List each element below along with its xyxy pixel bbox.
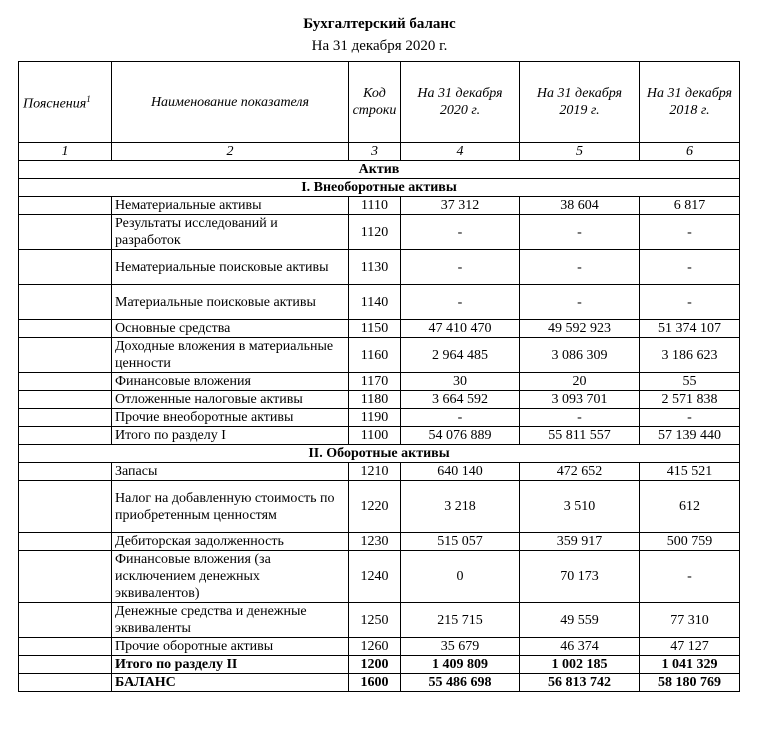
section1-row bbox=[19, 179, 740, 197]
value-2019: 359 917 bbox=[520, 533, 640, 551]
value-2019: - bbox=[520, 409, 640, 427]
value-2020: 215 715 bbox=[401, 603, 520, 638]
value-2018: 6 817 bbox=[640, 197, 740, 215]
section2-heading: II. Оборотные активы bbox=[19, 445, 740, 463]
line-code: 1120 bbox=[349, 215, 401, 250]
value-2018: 47 127 bbox=[640, 638, 740, 656]
value-2018: 77 310 bbox=[640, 603, 740, 638]
indicator-name: Денежные средства и денежные эквиваленты bbox=[112, 603, 349, 638]
notes-cell bbox=[19, 638, 112, 656]
value-2019: - bbox=[520, 285, 640, 320]
table-row bbox=[19, 638, 740, 656]
value-2019: 70 173 bbox=[520, 551, 640, 603]
line-code: 1130 bbox=[349, 250, 401, 285]
line-code: 1220 bbox=[349, 481, 401, 533]
value-2019: 3 510 bbox=[520, 481, 640, 533]
value-2019: - bbox=[520, 215, 640, 250]
line-code: 1260 bbox=[349, 638, 401, 656]
value-2018: - bbox=[640, 551, 740, 603]
indicator-name: Запасы bbox=[112, 463, 349, 481]
indicator-name: Доходные вложения в материальные ценности bbox=[112, 338, 349, 373]
value-2018: 58 180 769 bbox=[640, 674, 740, 692]
line-code: 1600 bbox=[349, 674, 401, 692]
table-row bbox=[19, 533, 740, 551]
value-2019: 3 086 309 bbox=[520, 338, 640, 373]
indicator-name: Нематериальные активы bbox=[112, 197, 349, 215]
balance-sheet-table bbox=[18, 61, 740, 692]
notes-cell bbox=[19, 197, 112, 215]
value-2019: 49 592 923 bbox=[520, 320, 640, 338]
value-2018: - bbox=[640, 409, 740, 427]
table-row bbox=[19, 674, 740, 692]
indicator-name: Финансовые вложения bbox=[112, 373, 349, 391]
value-2018: 500 759 bbox=[640, 533, 740, 551]
indicator-name: Финансовые вложения (за исключением денежных эквивалентов) bbox=[112, 551, 349, 603]
indicator-name: Дебиторская задолженность bbox=[112, 533, 349, 551]
value-2020: 47 410 470 bbox=[401, 320, 520, 338]
table-row bbox=[19, 481, 740, 533]
value-2019: 20 bbox=[520, 373, 640, 391]
value-2020: 54 076 889 bbox=[401, 427, 520, 445]
table-row bbox=[19, 391, 740, 409]
header-2020: На 31 декабря 2020 г. bbox=[401, 62, 520, 143]
header-row bbox=[19, 62, 740, 143]
indicator-name: Нематериальные поисковые активы bbox=[112, 250, 349, 285]
line-code: 1180 bbox=[349, 391, 401, 409]
value-2020: - bbox=[401, 285, 520, 320]
value-2019: 56 813 742 bbox=[520, 674, 640, 692]
column-number: 3 bbox=[349, 143, 401, 161]
line-code: 1240 bbox=[349, 551, 401, 603]
notes-cell bbox=[19, 427, 112, 445]
value-2018: 612 bbox=[640, 481, 740, 533]
value-2019: 38 604 bbox=[520, 197, 640, 215]
value-2018: - bbox=[640, 285, 740, 320]
value-2020: 640 140 bbox=[401, 463, 520, 481]
value-2020: 37 312 bbox=[401, 197, 520, 215]
header-notes: Пояснения$^1$ bbox=[19, 62, 112, 143]
notes-cell bbox=[19, 656, 112, 674]
document-title: Бухгалтерский баланс bbox=[303, 16, 456, 32]
value-2018: - bbox=[640, 250, 740, 285]
indicator-name: БАЛАНС bbox=[112, 674, 349, 692]
indicator-name: Результаты исследований и разработок bbox=[112, 215, 349, 250]
line-code: 1140 bbox=[349, 285, 401, 320]
indicator-name: Итого по разделу I bbox=[112, 427, 349, 445]
notes-cell bbox=[19, 463, 112, 481]
notes-cell bbox=[19, 551, 112, 603]
line-code: 1100 bbox=[349, 427, 401, 445]
notes-cell bbox=[19, 320, 112, 338]
table-row bbox=[19, 603, 740, 638]
table-row bbox=[19, 285, 740, 320]
column-number: 2 bbox=[112, 143, 349, 161]
value-2019: 49 559 bbox=[520, 603, 640, 638]
notes-cell bbox=[19, 481, 112, 533]
indicator-name: Налог на добавленную стоимость по приобретенным ценностям bbox=[112, 481, 349, 533]
value-2019: 46 374 bbox=[520, 638, 640, 656]
line-code: 1150 bbox=[349, 320, 401, 338]
line-code: 1190 bbox=[349, 409, 401, 427]
value-2019: 472 652 bbox=[520, 463, 640, 481]
section-asset-heading: Актив bbox=[19, 161, 740, 179]
value-2018: 3 186 623 bbox=[640, 338, 740, 373]
value-2020: 3 664 592 bbox=[401, 391, 520, 409]
table-row bbox=[19, 197, 740, 215]
value-2018: 51 374 107 bbox=[640, 320, 740, 338]
section2-row bbox=[19, 445, 740, 463]
value-2018: - bbox=[640, 215, 740, 250]
value-2020: 55 486 698 bbox=[401, 674, 520, 692]
table-row bbox=[19, 373, 740, 391]
notes-cell bbox=[19, 338, 112, 373]
indicator-name: Материальные поисковые активы bbox=[112, 285, 349, 320]
table-row bbox=[19, 215, 740, 250]
line-code: 1160 bbox=[349, 338, 401, 373]
indicator-name: Итого по разделу II bbox=[112, 656, 349, 674]
line-code: 1210 bbox=[349, 463, 401, 481]
table-row bbox=[19, 463, 740, 481]
indicator-name: Прочие внеоборотные активы bbox=[112, 409, 349, 427]
header-code: Код строки bbox=[349, 62, 401, 143]
table-row bbox=[19, 320, 740, 338]
line-code: 1250 bbox=[349, 603, 401, 638]
column-number: 5 bbox=[520, 143, 640, 161]
line-code: 1110 bbox=[349, 197, 401, 215]
value-2018: 415 521 bbox=[640, 463, 740, 481]
indicator-name: Основные средства bbox=[112, 320, 349, 338]
header-2019: На 31 декабря 2019 г. bbox=[520, 62, 640, 143]
document-subtitle: На 31 декабря 2020 г. bbox=[311, 38, 448, 54]
table-row bbox=[19, 656, 740, 674]
table-row bbox=[19, 338, 740, 373]
value-2018: 2 571 838 bbox=[640, 391, 740, 409]
value-2020: 0 bbox=[401, 551, 520, 603]
value-2018: 1 041 329 bbox=[640, 656, 740, 674]
line-code: 1230 bbox=[349, 533, 401, 551]
value-2019: 55 811 557 bbox=[520, 427, 640, 445]
value-2020: - bbox=[401, 250, 520, 285]
column-number: 4 bbox=[401, 143, 520, 161]
header-name: Наименование показателя bbox=[112, 62, 349, 143]
column-number: 6 bbox=[640, 143, 740, 161]
section-asset-row bbox=[19, 161, 740, 179]
indicator-name: Прочие оборотные активы bbox=[112, 638, 349, 656]
value-2018: 55 bbox=[640, 373, 740, 391]
table-row bbox=[19, 250, 740, 285]
value-2019: 3 093 701 bbox=[520, 391, 640, 409]
notes-cell bbox=[19, 603, 112, 638]
value-2020: 515 057 bbox=[401, 533, 520, 551]
notes-cell bbox=[19, 391, 112, 409]
column-number: 1 bbox=[19, 143, 112, 161]
value-2019: 1 002 185 bbox=[520, 656, 640, 674]
line-code: 1200 bbox=[349, 656, 401, 674]
notes-cell bbox=[19, 285, 112, 320]
notes-cell bbox=[19, 373, 112, 391]
column-number-row bbox=[19, 143, 740, 161]
value-2020: 30 bbox=[401, 373, 520, 391]
notes-cell bbox=[19, 409, 112, 427]
notes-cell bbox=[19, 250, 112, 285]
table-row bbox=[19, 409, 740, 427]
notes-cell bbox=[19, 215, 112, 250]
notes-cell bbox=[19, 533, 112, 551]
table-row bbox=[19, 427, 740, 445]
value-2018: 57 139 440 bbox=[640, 427, 740, 445]
indicator-name: Отложенные налоговые активы bbox=[112, 391, 349, 409]
value-2020: 35 679 bbox=[401, 638, 520, 656]
line-code: 1170 bbox=[349, 373, 401, 391]
value-2019: - bbox=[520, 250, 640, 285]
value-2020: - bbox=[401, 215, 520, 250]
value-2020: 2 964 485 bbox=[401, 338, 520, 373]
value-2020: - bbox=[401, 409, 520, 427]
value-2020: 1 409 809 bbox=[401, 656, 520, 674]
table-row bbox=[19, 551, 740, 603]
value-2020: 3 218 bbox=[401, 481, 520, 533]
header-2018: На 31 декабря 2018 г. bbox=[640, 62, 740, 143]
section1-heading: I. Внеоборотные активы bbox=[19, 179, 740, 197]
notes-cell bbox=[19, 674, 112, 692]
